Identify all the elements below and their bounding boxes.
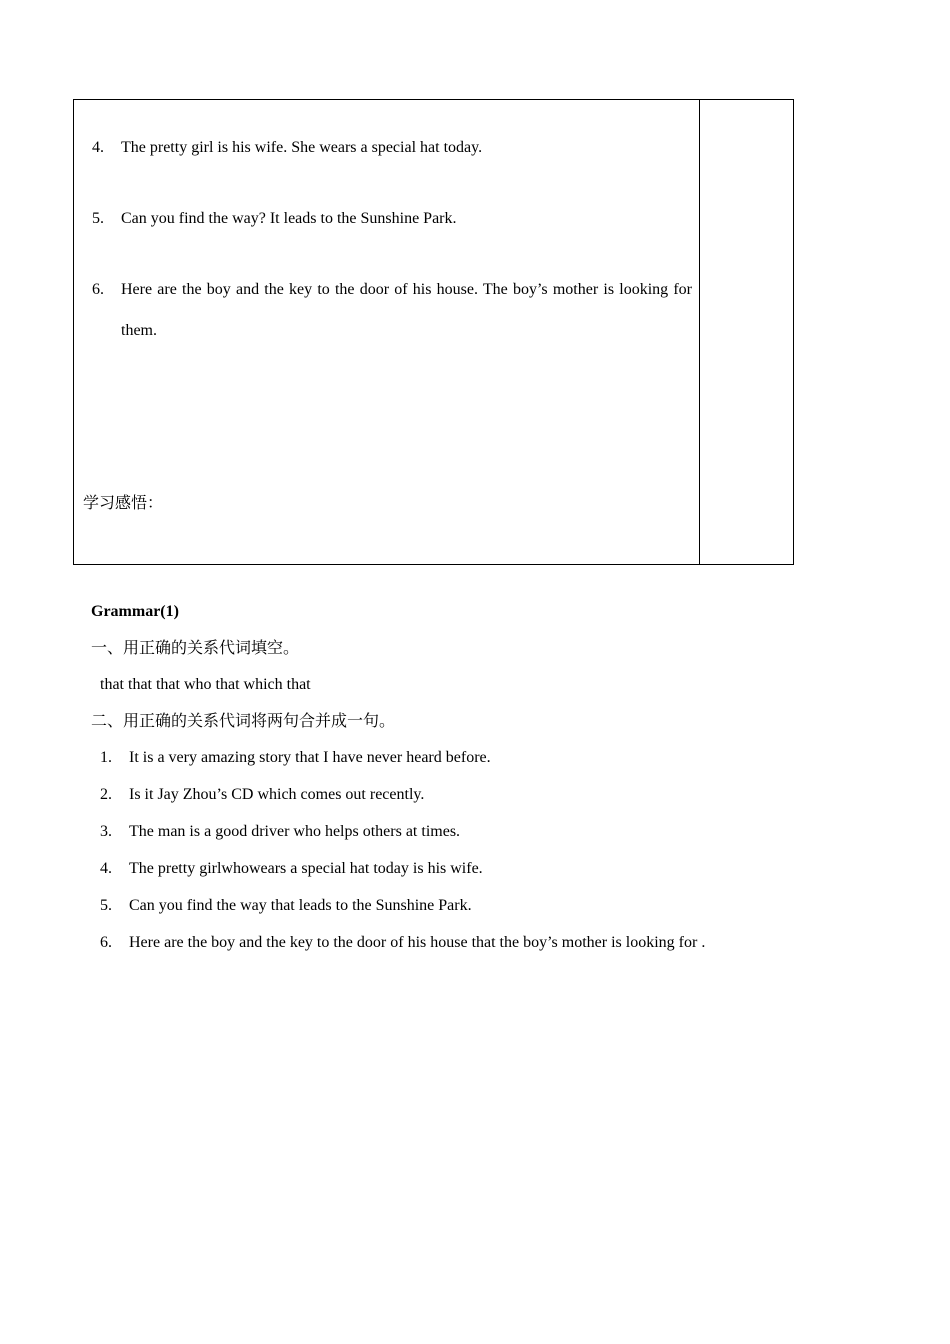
item-number: 3.	[100, 823, 112, 840]
part1-heading: 一、用正确的关系代词填空。	[91, 640, 300, 657]
list-item	[100, 894, 472, 918]
exercise-table	[73, 99, 794, 565]
item-text: Here are the boy and the key to the door of his house. The boy’s mother is looking for them.	[121, 281, 692, 339]
table-item-6	[92, 269, 692, 351]
item-text: The pretty girlwhowears a special hat today is his wife.	[129, 860, 483, 877]
item-text: The man is a good driver who helps others at times.	[129, 823, 461, 840]
grammar-title: Grammar(1)	[91, 603, 179, 620]
item-text: Is it Jay Zhou’s CD which comes out recently.	[129, 786, 425, 803]
item-text: Can you find the way? It leads to the Sunshine Park.	[121, 210, 457, 227]
part2-heading: 二、用正确的关系代词将两句合并成一句。	[91, 713, 396, 730]
item-text: Can you find the way that leads to the Sunshine Park.	[129, 897, 472, 914]
item-number: 4.	[92, 139, 104, 156]
table-column-divider	[699, 100, 700, 564]
item-number: 2.	[100, 786, 112, 803]
list-item	[100, 783, 424, 807]
table-item-5	[92, 198, 692, 239]
item-number: 4.	[100, 860, 112, 877]
list-item	[100, 820, 460, 844]
item-text: The pretty girl is his wife. She wears a special hat today.	[121, 139, 483, 156]
table-item-4	[92, 127, 692, 168]
item-number: 1.	[100, 749, 112, 766]
list-item	[100, 857, 483, 881]
part1-answers: that that that who that which that	[100, 676, 311, 693]
list-item	[100, 746, 491, 770]
item-number: 5.	[92, 210, 104, 227]
item-text: Here are the boy and the key to the door of his house that the boy’s mother is looking for .	[129, 934, 706, 951]
item-number: 5.	[100, 897, 112, 914]
item-number: 6.	[92, 281, 104, 298]
item-text: It is a very amazing story that I have never heard before.	[129, 749, 491, 766]
reflection-label: 学习感悟：	[83, 495, 164, 512]
item-number: 6.	[100, 934, 112, 951]
list-item	[100, 931, 705, 955]
